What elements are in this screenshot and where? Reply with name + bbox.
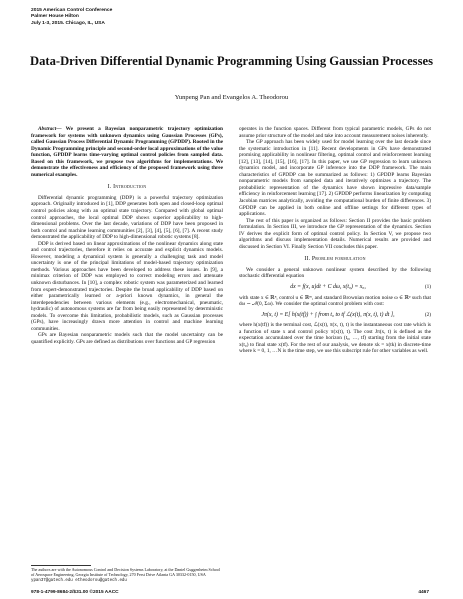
conference-date: July 1-3, 2015. Chicago, IL, USA (31, 20, 105, 26)
author-footnote (31, 567, 223, 584)
abstract-text: — We present a Bayesian nonparametric trajectory optimization framework for systems with unknown dynamics using Gaussian Processes (GPs), called Gaussian Process Differential Dynamic Programming (GPDDP). Rooted in the Dynamic Programming principle and second-order local approximations of the value function, GPDDP learns time-varying optimal control policies from sampled data. Based on this framework, we propose two algorithms for implementations. We demonstrate the effectiveness and efficiency of the proposed framework using three numerical examples. (31, 126, 223, 178)
paper-title: Data-Driven Differential Dynamic Programming Using Gaussian Processes (30, 54, 433, 68)
right-column (239, 126, 431, 578)
right-paragraph-2: The GP approach has been widely used for model learning over the last decade since the systematic introduction in [11]. Recent developments in GPs have demonstrated promising applicability in nonlinear filtering, optimal control and reinforcement learning [12], [13], [14], [15], [16], [17]. In this paper, we use GP regression to learn unknown dynamics model, and incorporate GP inference into the DDP framework. The main characteristics of GPDDP can be summarized as follows: 1) GPDDP learns Bayesian nonparametric models from sampled data and iteratively optimizes a trajectory. The probabilistic representation of the dynamics have shown impressive data/sample efficiency in reinforcement learning [17]. 2) GPDDP performs linearization by computing Jacobian matrices analytically, avoiding the computational burden of finite differences. 3) GPDDP can be applied in both online and offline settings for different types of applications. (239, 139, 431, 218)
intro-paragraph-2: DDP is derived based on linear approximations of the nonlinear dynamics along state and control trajectories, therefore it relies on accurate and explicit dynamics models. However, modeling a dynamical system is generally a challenging task and model uncertainty is one of the principal limitations of model-based trajectory optimization methods. Various approaches have been developed to address these issues. In [9], a minimax criterion of DDP was employed to correct modeling errors and attenuate unknown disturbances. In [10], a complex robotic system was parameterized and learned from expert-demonstrated trajectories. Despite the broad applicability of DDP based on either parametrically learned or a-priori known dynamics, in general the interdependencies between various elements (e.g., electromechanical, pneumatic, hydraulic) of autonomous systems are far from being easily represented by deterministic models. To overcome this limitation, probabilistic models, such as Gaussian processes (GPs), have increasingly drawn more attention in control and machine learning communities. (31, 240, 223, 332)
footnote-affiliation: The authors are with the Autonomous Control and Decision Systems Laboratory, at the Daniel Guggenheim School of Aerospace Engineering, Georgia Institute of Technology, 270 Ferst Drive Atlanta GA 30332-0150, USA (31, 567, 220, 578)
footnote-emails: ypan37@gatech.edu etheodorou@gatech.edu (31, 579, 127, 584)
conference-venue: Palmer House Hilton (31, 14, 79, 20)
left-column (31, 126, 223, 559)
equation-1 (239, 284, 431, 291)
footnote-divider (31, 565, 91, 566)
right-paragraph-3: The rest of this paper is organized as follows: Section II provides the basic problem formulation. In Section III, we introduce the GP representation of the dynamics. Section IV derives the explicit form of optimal control policy. In Section V, we propose two algorithms and discuss implementation details. Numerical results are provided and discussed in Section VI. Finally Section VII concludes this paper. (239, 217, 431, 250)
equation-1-number: (1) (424, 284, 431, 291)
abstract-lead: Abstract (38, 126, 57, 132)
problem-paragraph-3: where h(x(tf)) is the terminal cost, ℒ(x(t), π(x, t), t) is the instantaneous cost rate which is a function of state x and control policy π(x(t), t). The cost Jπ(x, t) is defined as the expectation accumulated over the time horizon (t₀, …, tf) starting from the initial state x(t₀) to final state x(tf). For the rest of our analysis, we denote xk = x(tk) in discrete-time where k = 0, 1, …N is the time step, we use this subscript rule for other variables as well. (239, 322, 431, 355)
abstract (31, 126, 223, 178)
paper-authors: Yunpeng Pan and Evangelos A. Theodorou (174, 94, 289, 101)
problem-paragraph-1: We consider a general unknown nonlinear system described by the following stochastic differential equation (239, 266, 431, 280)
section-heading-introduction: I. Introduction (107, 184, 147, 191)
footer-copyright: 978-1-4799-8684-2/$31.00 ©2015 AACC (31, 590, 119, 595)
intro-paragraph-1: Differential dynamic programming (DDP) is a powerful trajectory optimization approach. Originally introduced in [1], DDP generates both open and closed-loop optimal control policies along with an optimal state trajectory. Compared with global optimal control approaches, the local optimal DDP shows superior applicability to high-dimensional problems. Over the last decade, variations of DDP have been proposed in both control and machine learning communities [2], [3], [4], [5], [6], [7]. A recent study demonstrated the applicability of DDP to high-dimensional robotic systems [8]. (31, 194, 223, 241)
equation-1-expression: dx = f(x, u)dt + C dω, x(t₀) = x₀, (290, 284, 366, 291)
equation-2-number: (2) (424, 311, 431, 318)
intro-paragraph-3: GPs are Bayesian nonparametric models such that the model uncertainty can be quantified explicitly. GPs are defined as distributions over functions and GP regression (31, 332, 223, 345)
conference-header (31, 8, 231, 27)
section-heading-problem-formulation: II. Problem formulation (304, 256, 366, 263)
right-paragraph-1: operates in the function spaces. Different from typical parametric models, GPs do not assume prior structure of the model and take into account measurement noises inherently. (239, 126, 431, 139)
conference-name: 2015 American Control Conference (31, 8, 113, 13)
page-number: 4467 (418, 590, 429, 595)
equation-2-expression: Jπ(x, t) = E[ h(x(tf)) + ∫ from t₀ to tf ℒ(x(t), π(x, t), t) dt ], (261, 311, 395, 318)
equation-2 (239, 312, 431, 319)
problem-paragraph-2: with state x ∈ ℝⁿ, control u ∈ ℝᵐ, and standard Brownian motion noise ω ∈ ℝᵖ such that dω ∼ 𝒩(0, Σω). We consider the optimal control problem with cost: (239, 294, 431, 308)
